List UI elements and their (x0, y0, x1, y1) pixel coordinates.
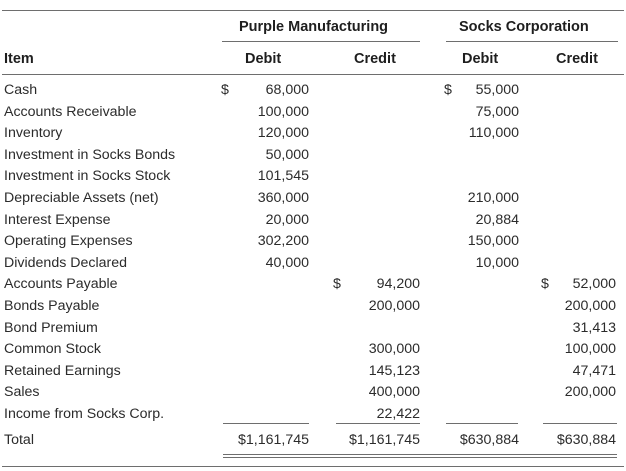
row-item-label: Accounts Receivable (4, 104, 137, 120)
total-underline-socks-credit (543, 423, 617, 424)
company-header-socks: Socks Corporation (459, 19, 589, 35)
company-header-purple: Purple Manufacturing (239, 19, 389, 35)
dollar-sign-purple-credit: $ (333, 276, 341, 292)
double-rule-upper (223, 454, 617, 455)
row-value-socks-credit: 31,413 (572, 320, 616, 336)
row-value-purple-debit: 120,000 (257, 125, 309, 141)
row-value-socks-credit: 47,471 (572, 363, 616, 379)
double-rule-lower (223, 457, 617, 458)
row-value-purple-debit: 40,000 (265, 255, 309, 271)
total-underline-purple-credit (336, 423, 420, 424)
row-value-purple-debit: 100,000 (257, 104, 309, 120)
dollar-sign-purple-debit: $ (221, 82, 229, 98)
row-value-socks-debit: 210,000 (467, 190, 519, 206)
total-socks-debit: $630,884 (459, 432, 519, 448)
row-value-purple-credit: 300,000 (368, 341, 420, 357)
row-value-purple-debit: 360,000 (257, 190, 309, 206)
row-value-purple-debit: 302,200 (257, 233, 309, 249)
row-item-label: Operating Expenses (4, 233, 133, 249)
column-header-item: Item (4, 51, 34, 67)
row-item-label: Depreciable Assets (net) (4, 190, 159, 206)
total-socks-credit: $630,884 (556, 432, 616, 448)
total-purple-credit: $1,161,745 (348, 432, 420, 448)
row-item-label: Bond Premium (4, 320, 98, 336)
row-item-label: Cash (4, 82, 38, 98)
dollar-sign-socks-credit: $ (541, 276, 549, 292)
row-item-label: Common Stock (4, 341, 101, 357)
row-value-purple-debit: 101,545 (257, 168, 309, 184)
column-header-socks-debit: Debit (462, 51, 499, 67)
row-item-label: Income from Socks Corp. (4, 406, 165, 422)
bottom-rule (2, 466, 624, 467)
column-header-purple-credit: Credit (354, 51, 396, 67)
row-value-socks-credit: 200,000 (564, 384, 616, 400)
total-underline-purple-debit (223, 423, 309, 424)
row-value-purple-credit: 145,123 (368, 363, 420, 379)
row-value-socks-debit: 10,000 (475, 255, 519, 271)
row-value-socks-credit: 200,000 (564, 298, 616, 314)
row-value-socks-debit: 55,000 (475, 82, 519, 98)
row-item-label: Interest Expense (4, 212, 111, 228)
row-value-purple-credit: 22,422 (376, 406, 420, 422)
row-value-purple-debit: 68,000 (265, 82, 309, 98)
row-value-purple-debit: 50,000 (265, 147, 309, 163)
row-value-purple-credit: 94,200 (376, 276, 420, 292)
row-value-socks-debit: 110,000 (468, 125, 519, 141)
company-underline-purple (222, 41, 420, 42)
column-header-purple-debit: Debit (245, 51, 282, 67)
row-item-label: Dividends Declared (4, 255, 128, 271)
top-rule (2, 10, 624, 11)
row-item-label: Investment in Socks Bonds (4, 147, 176, 163)
dollar-sign-socks-debit: $ (444, 82, 452, 98)
company-underline-socks (446, 41, 618, 42)
row-item-label: Investment in Socks Stock (4, 168, 171, 184)
row-item-label: Accounts Payable (4, 276, 118, 292)
row-item-label: Inventory (4, 125, 63, 141)
total-label: Total (4, 432, 34, 448)
header-rule (2, 74, 624, 75)
row-value-socks-credit: 100,000 (564, 341, 616, 357)
row-item-label: Retained Earnings (4, 363, 121, 379)
row-value-socks-debit: 20,884 (475, 212, 519, 228)
row-value-socks-debit: 150,000 (467, 233, 519, 249)
row-item-label: Sales (4, 384, 40, 400)
row-value-socks-credit: 52,000 (572, 276, 616, 292)
row-item-label: Bonds Payable (4, 298, 100, 314)
row-value-purple-credit: 200,000 (368, 298, 420, 314)
total-underline-socks-debit (446, 423, 518, 424)
row-value-purple-credit: 400,000 (368, 384, 420, 400)
row-value-socks-debit: 75,000 (475, 104, 519, 120)
total-purple-debit: $1,161,745 (237, 432, 309, 448)
row-value-purple-debit: 20,000 (265, 212, 309, 228)
column-header-socks-credit: Credit (556, 51, 598, 67)
